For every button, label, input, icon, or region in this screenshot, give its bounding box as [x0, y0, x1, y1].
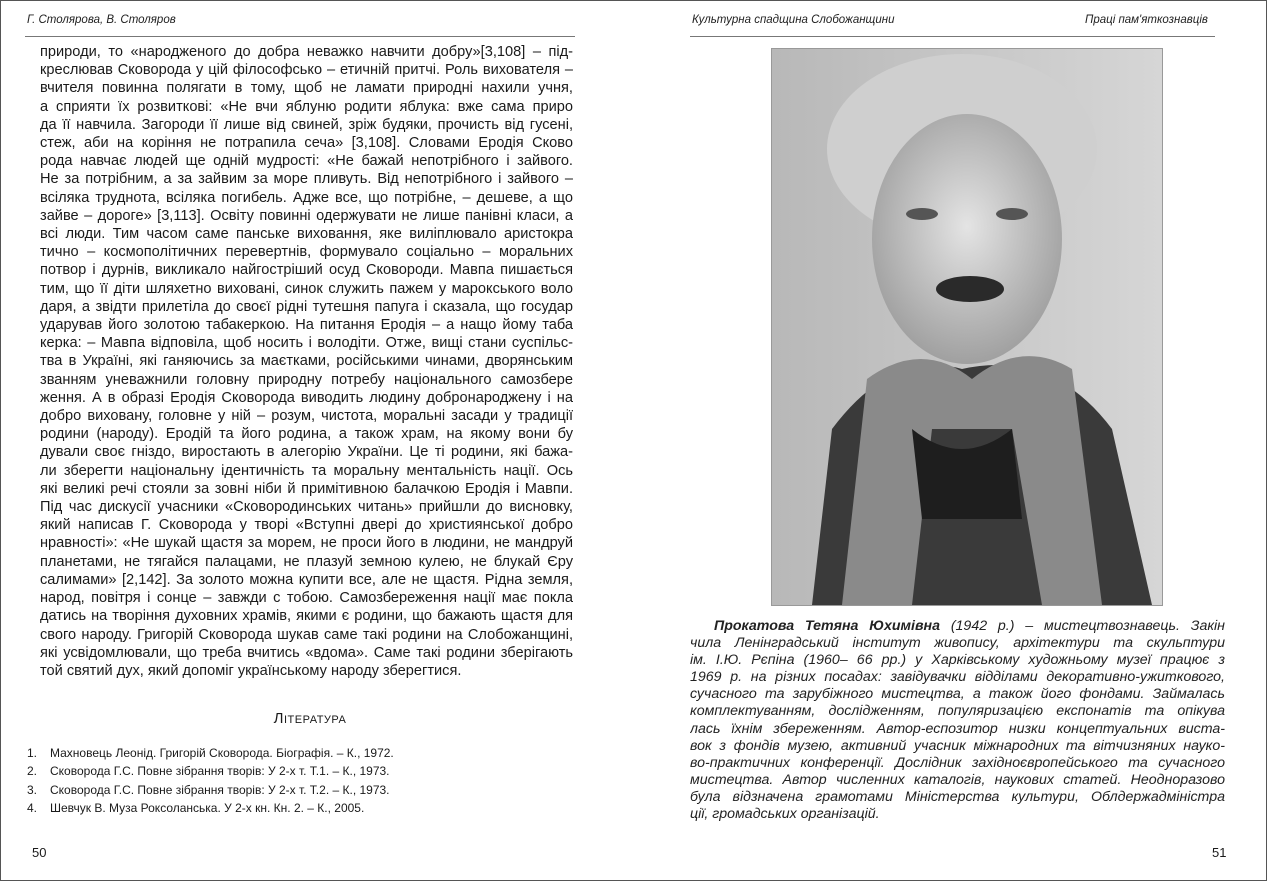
body-line: добро виховану, головне у ній – розум, чистота, моральні засади у традиції — [40, 408, 573, 425]
caption-line: ції, громадських організацій. — [690, 806, 880, 823]
body-line: керка: – Мавпа відповіла, щоб носить і володіти. Отже, вищі стани суспільс- — [40, 335, 573, 352]
right-running-head-left: Культурна спадщина Слобожанщини — [692, 14, 895, 26]
caption-line: чила Ленінградський інститут живопису, архітектури та скульптури — [690, 635, 1225, 652]
body-line: дували своє гніздо, виростають в алегорію України. Це ті родини, які бажа- — [40, 444, 573, 461]
body-line: вчителя повинна полягати в тому, щоб не ламати природні нахили учня, — [40, 80, 573, 97]
reference-item — [27, 744, 394, 762]
reference-number: 1. — [27, 746, 38, 760]
right-header-rule — [690, 36, 1215, 37]
body-line: які усвідомлювали, що треба вчитись «вдома». Саме такі родини зберігають — [40, 644, 573, 661]
body-line: нравності»: «Не шукай щастя за морем, не проси його в людини, не мандруй — [40, 535, 573, 552]
caption-line: ім. І.Ю. Рєпіна (1960– 66 рр.) у Харківському художньому музеї працює з — [690, 652, 1225, 669]
body-line: ження. А в образі Еродія Сковорода виводить людину добронароджену і на — [40, 389, 573, 406]
caption-line: во-практичних конференції. Дослідник західноєвропейського та сучасного — [690, 754, 1225, 771]
reference-item — [27, 799, 394, 817]
body-line: природи, то «народженого до добра неважко навчити добру»[3,108] – під- — [40, 44, 573, 60]
caption-line — [690, 618, 1225, 635]
body-line: Не за потрібним, а за зайвим за море пливуть. Від непотрібного і зайвого – — [40, 171, 573, 188]
body-line: да її навчила. Загороди її лише від свиней, зріж будяки, прочисть від гусені, — [40, 116, 573, 133]
body-line: потвор і дурнів, викликало найгостріший осуд Сковороди. Мавпа пишається — [40, 262, 573, 279]
body-line: свого народу. Григорій Сковорода шукав саме такі родини на Слобожанщині, — [40, 626, 573, 643]
caption-line: 1969 р. на різних посадах: завідувачки відділами декоративно-ужиткового, — [690, 669, 1225, 686]
caption-line: сучасного та зарубіжного мистецтва, а також його фондами. Займалась — [690, 686, 1225, 703]
body-line: ударував його золотою табакеркою. На питання Еродія – а нащо йому таба — [40, 317, 573, 334]
caption-line: вок з фондів музею, активний учасник міжнародних та вітчизняних науко- — [690, 737, 1225, 754]
body-line: рода навчає людей ще одній мудрості: «Не бажай непотрібного і зайвого. — [40, 153, 573, 170]
body-line: тично – космополітичних перевертнів, формувало соціально – моральних — [40, 244, 573, 261]
body-line: планетами, не тягайся палацами, не плазуй земною кулею, не блукай Єру — [40, 553, 573, 570]
portrait-caption — [690, 618, 1225, 823]
page-number-right: 51 — [1212, 845, 1227, 860]
body-line: зайве – дороге» [3,113]. Освіту повинні одержувати не лише панівні класи, а — [40, 207, 573, 224]
body-line: тим, що її діти шляхетно виховані, синок служить пажем у марокського воло — [40, 280, 573, 297]
reference-item — [27, 762, 394, 780]
reference-text: Шевчук В. Муза Роксоланська. У 2-х кн. Кн. 2. – К., 2005. — [50, 800, 365, 815]
caption-name: Прокатова Тетяна Юхимівна — [714, 618, 941, 634]
body-line: тва в Україні, які ганяючись за маєтками, російськими чинами, дворянським — [40, 353, 573, 370]
left-running-head: Г. Столярова, В. Столяров — [27, 14, 176, 26]
body-line: креслював Сковорода у цій філософсько – етичній притчі. Роль вихователя – — [40, 62, 573, 79]
reference-text: Сковорода Г.С. Повне зібрання творів: У 2-х т. Т.1. – К., 1973. — [50, 764, 390, 779]
reference-item — [27, 781, 394, 799]
reference-text: Сковорода Г.С. Повне зібрання творів: У 2-х т. Т.2. – К., 1973. — [50, 782, 390, 797]
caption-line: лась їхнім збереженням. Автор-еспозитор низки концептуальних виста- — [690, 720, 1225, 737]
body-line: які великі речі стояли за зовні ніби й примітивною балачкою Еродія і Мавпи. — [40, 480, 573, 497]
reference-text: Махновець Леонід. Григорій Сковорода. Біографія. – К., 1972. — [50, 746, 394, 760]
body-line: салимами» [2,142]. За золото можна купити все, але не щастя. Рідна земля, — [40, 571, 573, 588]
caption-line: комплектуванням, дослідженням, популяризацією експонатів та опікува — [690, 703, 1225, 720]
body-line: званням уневажнили головну природну потребу національного самозбере — [40, 371, 573, 388]
body-line: даря, а звідти прилетіла до своєї рідні тутешня папуга і сказала, що государ — [40, 298, 573, 315]
right-running-head-right: Праці пам'яткознавців — [1085, 14, 1208, 26]
body-line: народ, повітря і сонце – завжди с тобою. Самозбереження нації має покла — [40, 590, 573, 607]
portrait-photo — [771, 48, 1163, 606]
reference-number: 2. — [27, 764, 38, 779]
reference-number: 4. — [27, 800, 38, 815]
literature-heading: Література — [273, 710, 347, 727]
page-number-left: 50 — [32, 845, 47, 860]
body-line: всі люди. Тим часом саме панське виховання, яке виліплювало аристокра — [40, 226, 573, 243]
body-line: а сприяти їх розвиткові: «Не вчи яблуню родити яблука: вже сама приро — [40, 98, 573, 115]
body-line: датись на творіння духовних храмів, якими є родини, що бажають щастя для — [40, 608, 573, 625]
reference-number: 3. — [27, 782, 38, 797]
caption-line: мистецтва. Автор численних каталогів, наукових статей. Неодноразово — [690, 771, 1225, 788]
body-line: стеж, аби на коріння не потрапила сеча» [3,108]. Словами Еродія Сково — [40, 135, 573, 152]
body-line: всіляка труднота, всіляка погибель. Адже все, що потрібне, – дешеве, а що — [40, 189, 573, 206]
left-header-rule — [25, 36, 575, 37]
body-line: який написав Г. Сковорода у творі «Вступні двері до християнської добро — [40, 517, 573, 534]
body-line: ли зберегти національну ідентичність та моральну ментальність нації. Ось — [40, 462, 573, 479]
body-line: той святий дух, який допоміг українському народу зберегтися. — [40, 662, 462, 679]
caption-line: була відзначена грамотами Міністерства культури, Облдержадміністра — [690, 788, 1225, 805]
body-line: Під час дискусії учасники «Сковородинських читань» прийшли до висновку, — [40, 499, 573, 516]
reference-list — [27, 744, 394, 817]
body-line: родини (народу). Еродій та його родина, а також храм, на якому вони бу — [40, 426, 573, 443]
caption-text: (1942 р.) – мистецтвознавець. Закін — [940, 618, 1225, 634]
article-body — [40, 43, 573, 680]
